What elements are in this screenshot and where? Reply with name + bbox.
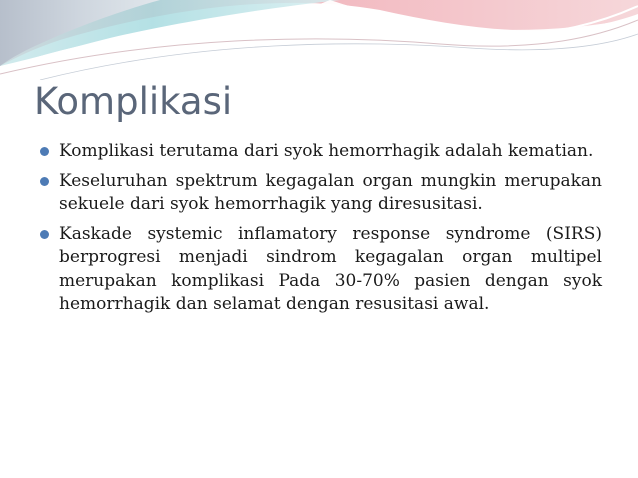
bullet-dot-icon	[40, 230, 49, 239]
bullet-text: Komplikasi terutama dari syok hemorrhagik adalah kematian.	[59, 141, 594, 161]
bullet-dot-icon	[40, 147, 49, 156]
bullet-list	[38, 140, 602, 323]
bullet-item-kegagalan-organ	[38, 170, 602, 217]
bullet-text: Kaskade systemic inflamatory response syndrome (SIRS) berprogresi menjadi sindrom kegagalan organ multipel merupakan komplikasi Pada 30-70% pasien dengan syok hemorrhagik dan selamat dengan resusitasi awal.	[59, 223, 602, 314]
bullet-item-sirs	[38, 223, 602, 317]
bullet-dot-icon	[40, 177, 49, 186]
bullet-text: Keseluruhan spektrum kegagalan organ mungkin merupakan sekuele dari syok hemorrhagik yang diresusitasi.	[59, 170, 602, 214]
slide-title: Komplikasi	[34, 80, 233, 123]
bullet-item-kematian	[38, 140, 602, 164]
header-wave-decoration	[0, 0, 638, 80]
